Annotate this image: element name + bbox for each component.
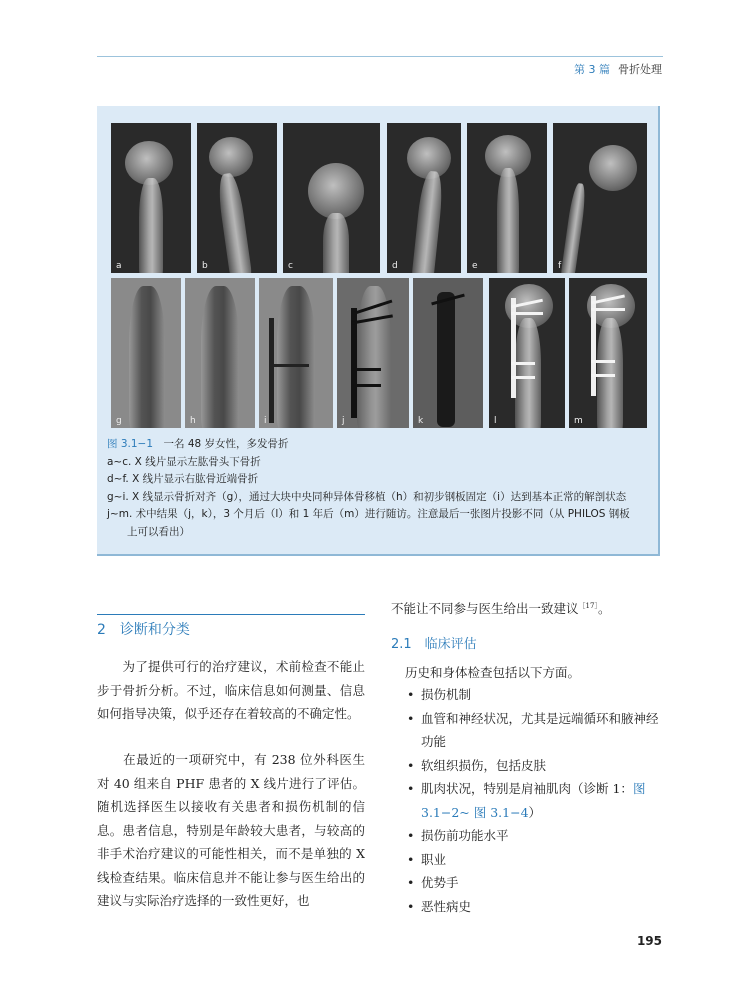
list-item: • 血管和神经状况，尤其是远端循环和腋神经功能 — [405, 707, 665, 754]
paragraph-1: 为了提供可行的治疗建议，术前检查不能止步于骨折分析。不过，临床信息如何测量、信息如何指导决策，似乎还存在着较高的不确定性。 — [97, 659, 365, 721]
panel-label-h: h — [190, 416, 196, 426]
panel-label-m: m — [574, 416, 583, 426]
running-header — [574, 61, 662, 77]
subsection-title: 2.1 临床评估 — [391, 637, 477, 652]
xray-panel-a — [111, 123, 191, 273]
panel-label-e: e — [472, 261, 478, 271]
page-number: 195 — [636, 934, 662, 948]
list-item — [405, 777, 665, 824]
xray-panel-h — [185, 278, 255, 428]
reference-17[interactable]: ［17］ — [578, 602, 598, 610]
xray-panel-m — [569, 278, 647, 428]
panel-label-l: l — [494, 416, 497, 426]
paragraph-continuation — [391, 595, 661, 621]
caption-line-j-m-cont: 上可以看出） — [127, 525, 190, 538]
panel-label-k: k — [418, 416, 424, 426]
list-item-text: 肌肉状况，特别是肩袖肌肉（诊断 1： — [421, 781, 633, 796]
continuation-text: 不能让不同参与医生给出一致建议 — [391, 601, 579, 617]
caption-line-g-i: g~i. X 线显示骨折对齐（g），通过大块中央同种异体骨移植（h）和初步钢板固定（i）达到基本正常的解剖状态 — [107, 490, 627, 503]
caption-line-d-f: d~f. X 线片显示右肱骨近端骨折 — [107, 473, 259, 485]
section-rule — [97, 614, 365, 615]
panel-label-g: g — [116, 416, 122, 426]
list-item: • 软组织损伤，包括皮肤 — [405, 754, 665, 778]
figure-caption — [107, 436, 652, 541]
header-rule — [97, 56, 663, 57]
list-item: • 恶性病史 — [405, 895, 665, 919]
list-item: • 损伤机制 — [405, 683, 665, 707]
paragraph-2: 在最近的一项研究中，有 238 位外科医生对 40 组来自 PHF 患者的 X 线片进行了评估。随机选择医生以接收有关患者和损伤机制的信息。患者信息，特别是年龄较大患者，与较高的非手术治疗建议的可能性相关，而不是单独的 X 线检查结果。临床信息并不能让参与医生给出的建议与实际治疗选择的一致性更好，也 — [97, 752, 365, 908]
caption-line-a-c: a~c. X 线片显示左肱骨头下骨折 — [107, 455, 261, 468]
assessment-list — [405, 683, 665, 918]
panel-label-j: j — [342, 416, 345, 426]
xray-panel-e — [467, 123, 547, 273]
xray-panel-f — [553, 123, 647, 273]
xray-panel-i — [259, 278, 333, 428]
section-title: 2 诊断和分类 — [97, 622, 190, 638]
part-label: 第 3 篇 — [574, 63, 610, 76]
list-item-after: ） — [528, 804, 542, 820]
xray-panel-b — [197, 123, 277, 273]
figure-link[interactable]: 图 3.1−2~ 图 3.1−4 — [421, 781, 646, 820]
continuation-end: 。 — [597, 601, 611, 617]
panel-label-d: d — [392, 261, 398, 271]
panel-label-f: f — [558, 261, 562, 271]
panel-label-i: i — [264, 416, 267, 426]
list-intro: 历史和身体检查包括以下方面。 — [405, 665, 581, 680]
caption-line-j-m: j~m. 术中结果（j，k），3 个月后（l）和 1 年后（m）进行随访。注意最后一张图片投影不同（从 PHILOS 钢板 — [107, 508, 630, 520]
list-item: • 职业 — [405, 848, 665, 872]
chapter-title: 骨折处理 — [618, 63, 662, 76]
list-item: • 损伤前功能水平 — [405, 824, 665, 848]
xray-panel-k — [413, 278, 483, 428]
panel-label-b: b — [202, 261, 208, 271]
panel-label-c: c — [288, 261, 293, 271]
figure-title: 一名 48 岁女性，多发骨折 — [163, 438, 289, 450]
xray-panel-c — [283, 123, 380, 273]
list-item: • 优势手 — [405, 871, 665, 895]
xray-panel-d — [387, 123, 461, 273]
xray-panel-g — [111, 278, 181, 428]
xray-panel-j — [337, 278, 409, 428]
figure-number: 图 3.1−1 — [107, 438, 154, 450]
xray-panel-l — [489, 278, 565, 428]
panel-label-a: a — [116, 261, 122, 271]
